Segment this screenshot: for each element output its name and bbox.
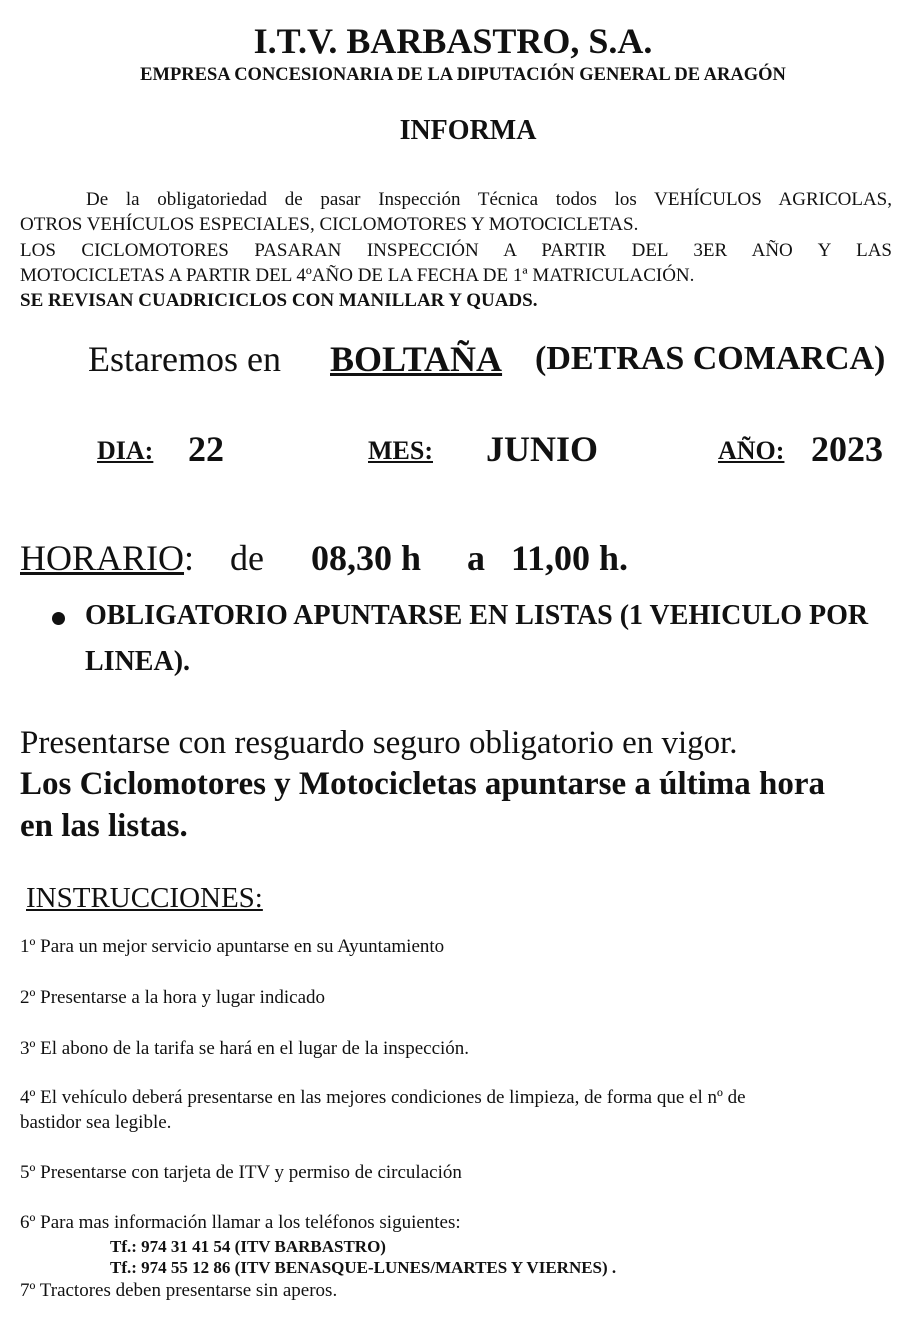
schedule-from-word: de: [230, 538, 264, 578]
intro-line-4: MOTOCICLETAS A PARTIR DEL 4ºAÑO DE LA FECHA DE 1ª MATRICULACIÓN.: [20, 265, 695, 286]
phone-barbastro: Tf.: 974 31 41 54 (ITV BARBASTRO): [110, 1237, 386, 1256]
instruction-4-line-2: bastidor sea legible.: [20, 1112, 172, 1133]
day-label: DIA:: [97, 436, 154, 465]
instruction-6: 6º Para mas información llamar a los teléfonos siguientes:: [20, 1212, 461, 1233]
year-label: AÑO:: [718, 436, 785, 465]
instruction-2: 2º Presentarse a la hora y lugar indicado: [20, 987, 326, 1008]
intro-line-1: De la obligatoriedad de pasar Inspección Técnica todos los VEHÍCULOS AGRICOLAS,: [86, 189, 892, 210]
schedule-end: 11,00 h.: [511, 538, 629, 578]
instruction-7: 7º Tractores deben presentarse sin aperos.: [20, 1280, 338, 1301]
month-value: JUNIO: [486, 429, 599, 469]
notice-line-2: LINEA).: [85, 646, 191, 677]
bullet-icon: [52, 612, 65, 625]
instruction-3: 3º El abono de la tarifa se hará en el lugar de la inspección.: [20, 1038, 470, 1059]
notice-line-1: OBLIGATORIO APUNTARSE EN LISTAS (1 VEHICULO POR: [85, 600, 869, 631]
company-title: I.T.V. BARBASTRO, S.A.: [253, 21, 653, 61]
location-town: BOLTAÑA: [330, 339, 503, 379]
instruction-4-line-1: 4º El vehículo deberá presentarse en las mejores condiciones de limpieza, de forma que el nº de: [20, 1087, 746, 1108]
informa-heading: INFORMA: [399, 115, 537, 146]
schedule-label-group: [20, 537, 194, 579]
day-value: 22: [188, 429, 224, 469]
requirement-line-3: en las listas.: [20, 808, 188, 844]
requirement-line-1: Presentarse con resguardo seguro obligatorio en vigor.: [20, 725, 738, 761]
schedule-start: 08,30 h: [311, 538, 422, 578]
year-value: 2023: [811, 429, 883, 469]
location-detail: (DETRAS COMARCA): [535, 340, 886, 377]
intro-line-2: OTROS VEHÍCULOS ESPECIALES, CICLOMOTORES Y MOTOCICLETAS.: [20, 214, 639, 235]
instruction-5: 5º Presentarse con tarjeta de ITV y permiso de circulación: [20, 1162, 462, 1183]
month-label: MES:: [368, 436, 433, 465]
requirement-line-2: Los Ciclomotores y Motocicletas apuntarse a última hora: [20, 766, 826, 802]
schedule-label: HORARIO: [20, 538, 185, 578]
intro-line-5: SE REVISAN CUADRICICLOS CON MANILLAR Y QUADS.: [20, 290, 538, 311]
location-lead: Estaremos en: [88, 339, 281, 379]
phone-benasque: Tf.: 974 55 12 86 (ITV BENASQUE-LUNES/MARTES Y VIERNES) .: [110, 1258, 617, 1277]
instruction-1: 1º Para un mejor servicio apuntarse en su Ayuntamiento: [20, 936, 445, 957]
instructions-heading: INSTRUCCIONES:: [26, 882, 263, 914]
schedule-to-word: a: [467, 538, 485, 578]
schedule-colon: :: [184, 538, 195, 578]
company-subtitle: EMPRESA CONCESIONARIA DE LA DIPUTACIÓN GENERAL DE ARAGÓN: [140, 65, 786, 85]
intro-line-3: LOS CICLOMOTORES PASARAN INSPECCIÓN A PARTIR DEL 3ER AÑO Y LAS: [20, 240, 892, 261]
